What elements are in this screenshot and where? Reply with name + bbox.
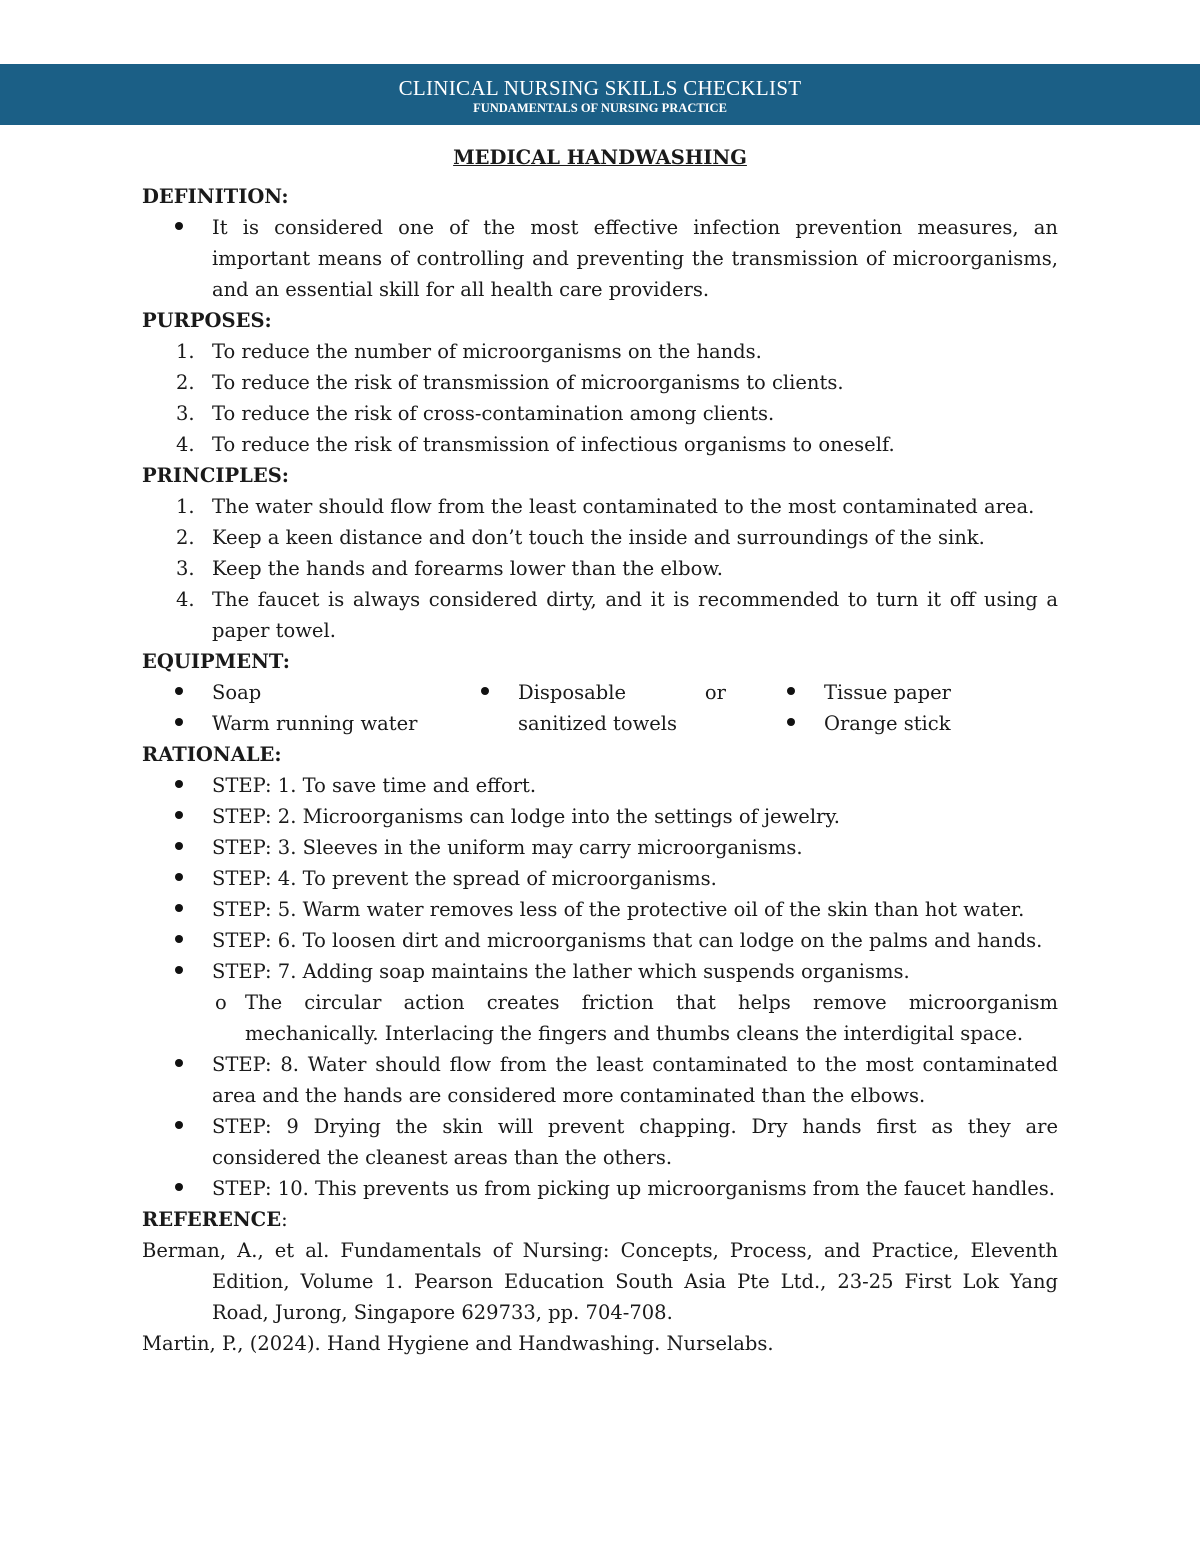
equipment-item: Tissue paper <box>824 681 952 704</box>
sub-list-item <box>142 987 1058 1049</box>
header-subtitle: FUNDAMENTALS OF NURSING PRACTICE <box>473 101 727 115</box>
list-item <box>142 584 1058 646</box>
list-item <box>142 708 448 739</box>
principles-heading: PRINCIPLES: <box>142 464 289 487</box>
rationale-text: STEP: 1. To save time and effort. <box>212 774 537 797</box>
list-item <box>142 956 1058 987</box>
bullet-icon <box>142 863 212 894</box>
list-item <box>142 522 1058 553</box>
definition-heading: DEFINITION: <box>142 185 289 208</box>
list-number: 3. <box>176 402 195 425</box>
page-title: MEDICAL HANDWASHING <box>453 146 747 169</box>
rationale-text: STEP: 9 Drying the skin will prevent chapping. Dry hands first as they are considered the cleanest areas than the others. <box>212 1115 1058 1169</box>
equipment-list <box>142 677 1058 739</box>
equipment-column <box>754 677 1058 739</box>
rationale-text: STEP: 2. Microorganisms can lodge into the settings of jewelry. <box>212 805 840 828</box>
list-item <box>142 1049 1058 1111</box>
list-item <box>448 677 754 739</box>
list-item <box>142 212 1058 305</box>
bullet-icon <box>754 708 824 739</box>
equipment-column <box>142 677 448 739</box>
list-number: 2. <box>176 526 195 549</box>
purposes-heading: PURPOSES: <box>142 309 272 332</box>
rationale-text: STEP: 3. Sleeves in the uniform may carry microorganisms. <box>212 836 803 859</box>
list-number: 4. <box>176 588 195 611</box>
rationale-text: STEP: 10. This prevents us from picking up microorganisms from the faucet handles. <box>212 1177 1056 1200</box>
equipment-column <box>448 677 754 739</box>
principle-text: The water should flow from the least contaminated to the most contaminated area. <box>212 495 1035 518</box>
list-number: 3. <box>176 557 195 580</box>
rationale-sub-text: The circular action creates friction that helps remove microorganism mechanically. Interlacing the fingers and thumbs cleans the interdigital space. <box>245 991 1058 1045</box>
list-item <box>142 894 1058 925</box>
equipment-item: Orange stick <box>824 712 951 735</box>
reference-colon: : <box>281 1208 288 1231</box>
reference-heading: REFERENCE <box>142 1208 282 1231</box>
purpose-text: To reduce the risk of cross-contamination among clients. <box>212 402 775 425</box>
list-item <box>142 367 1058 398</box>
list-item <box>142 801 1058 832</box>
equipment-item: Warm running water <box>212 712 418 735</box>
rationale-text: STEP: 5. Warm water removes less of the protective oil of the skin than hot water. <box>212 898 1025 921</box>
reference-heading-row <box>142 1204 1058 1235</box>
principle-text: The faucet is always considered dirty, and it is recommended to turn it off using a paper towel. <box>212 588 1058 642</box>
list-number: 1. <box>176 495 195 518</box>
bullet-icon <box>754 677 824 708</box>
reference-entry: Martin, P., (2024). Hand Hygiene and Handwashing. Nurselabs. <box>142 1332 774 1355</box>
list-item <box>142 1111 1058 1173</box>
rationale-heading: RATIONALE: <box>142 743 282 766</box>
bullet-icon <box>142 801 212 832</box>
bullet-icon <box>142 832 212 863</box>
principle-text: Keep the hands and forearms lower than the elbow. <box>212 557 723 580</box>
header-title: CLINICAL NURSING SKILLS CHECKLIST <box>398 76 802 100</box>
bullet-icon <box>142 212 212 243</box>
definition-text: It is considered one of the most effective infection prevention measures, an important means of controlling and preventing the transmission of microorganisms, and an essential skill for all health care providers. <box>212 216 1058 301</box>
list-item <box>142 336 1058 367</box>
equipment-item: Soap <box>212 681 262 704</box>
list-item <box>142 770 1058 801</box>
bullet-icon <box>142 708 212 739</box>
bullet-icon <box>142 677 212 708</box>
equipment-item: Disposable or sanitized towels <box>518 681 726 735</box>
list-number: 1. <box>176 340 195 363</box>
purpose-text: To reduce the risk of transmission of infectious organisms to oneself. <box>212 433 895 456</box>
bullet-icon <box>142 894 212 925</box>
bullet-icon <box>142 925 212 956</box>
list-item <box>142 832 1058 863</box>
list-item <box>142 1173 1058 1204</box>
rationale-text: STEP: 8. Water should flow from the least contaminated to the most contaminated area and the hands are considered more contaminated than the elbows. <box>212 1053 1058 1107</box>
list-number: 4. <box>176 433 195 456</box>
bullet-icon <box>142 1173 212 1204</box>
list-item <box>754 677 1058 708</box>
bullet-icon <box>142 1111 212 1142</box>
bullet-icon <box>448 677 518 708</box>
list-item <box>142 398 1058 429</box>
rationale-text: STEP: 7. Adding soap maintains the lather which suspends organisms. <box>212 960 910 983</box>
reference-entry: Berman, A., et al. Fundamentals of Nursing: Concepts, Process, and Practice, Eleventh Edition, Volume 1. Pearson Education South Asia Pte Ltd., 23-25 First Lok Yang Road, Jurong, Singapore 629733, pp. 704-708. <box>142 1239 1058 1324</box>
equipment-heading: EQUIPMENT: <box>142 650 290 673</box>
list-item <box>754 708 1058 739</box>
purpose-text: To reduce the number of microorganisms on the hands. <box>212 340 762 363</box>
bullet-icon <box>142 770 212 801</box>
header-band <box>0 64 1200 125</box>
list-item <box>142 491 1058 522</box>
bullet-icon <box>142 956 212 987</box>
list-item <box>142 925 1058 956</box>
principle-text: Keep a keen distance and don’t touch the inside and surroundings of the sink. <box>212 526 985 549</box>
sub-bullet-marker: o <box>215 991 227 1014</box>
document-body <box>142 140 1058 1359</box>
list-item <box>142 677 448 708</box>
list-item <box>142 863 1058 894</box>
rationale-text: STEP: 4. To prevent the spread of microorganisms. <box>212 867 717 890</box>
list-item <box>142 429 1058 460</box>
bullet-icon <box>142 1049 212 1080</box>
list-number: 2. <box>176 371 195 394</box>
list-item <box>142 553 1058 584</box>
purpose-text: To reduce the risk of transmission of microorganisms to clients. <box>212 371 844 394</box>
rationale-text: STEP: 6. To loosen dirt and microorganisms that can lodge on the palms and hands. <box>212 929 1043 952</box>
